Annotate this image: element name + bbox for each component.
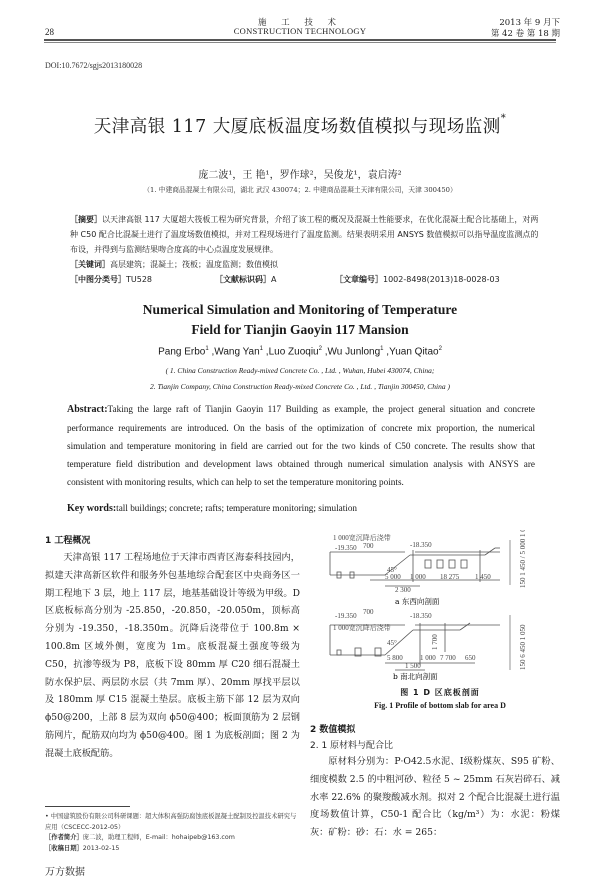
keywords-cn-label: ［关键词］ — [70, 260, 110, 269]
abstract-cn-label: ［摘要］ — [70, 215, 102, 224]
author-en: Wu Junlong — [327, 346, 381, 358]
author-note — [45, 833, 300, 844]
fig-b-elev-left: -19.350 — [335, 612, 357, 620]
header-rule — [44, 39, 556, 41]
keywords-cn-text: 高层建筑；混凝土；筏板；温度监测；数值模拟 — [110, 260, 278, 269]
affiliation-en-1: ( 1. China Construction Ready-mixed Concrete Co. , Ltd. , Wuhan, Hubei 430074, China; — [165, 366, 435, 375]
fig-b-side-dims: 150 6 450 1 050 — [519, 624, 527, 670]
article-no-label: ［文章编号］ — [335, 275, 383, 284]
figure-1-drawing — [325, 530, 570, 680]
fig-a-angle: 45° — [387, 566, 397, 574]
author-note-text: 庞二波，助理工程师，E-mail：hohaipeb@163.com — [82, 834, 235, 841]
fig-b-elev-right: -18.350 — [410, 612, 432, 620]
title-cn-text: 天津高银 117 大厦底板温度场数值模拟与现场监测 — [93, 117, 501, 137]
section-2-heading: 2 数值模拟 — [310, 725, 356, 735]
fig-b-dim-1: 5 800 — [387, 654, 403, 662]
affiliations-cn: （1. 中建商品混凝土有限公司，湖北 武汉 430074；2. 中建商品混凝土天津有限公司，天津 300450） — [143, 186, 457, 194]
section-1-heading: 1 工程概况 — [45, 536, 91, 546]
keywords-en-label: Key words: — [67, 503, 117, 514]
authors-en: Pang Erbo$^1$ ,Wang Yan$^1$ ,Luo Zuoqiu$^2$ ,Wu Junlong$^1$ ,Yuan Qitao$^2$ — [158, 346, 442, 358]
title-footnote-mark: * — [500, 113, 507, 124]
figure-1-caption-en: Fig. 1 Profile of bottom slab for area D — [374, 701, 506, 710]
author-en: Yuan Qitao — [389, 346, 439, 358]
fig-b-angle: 45° — [387, 639, 397, 647]
title-cn — [0, 113, 600, 138]
journal-title-cn: 施 工 技 术 — [257, 18, 343, 28]
section-2-paragraph: 原材料分别为：P·O42.5水泥、Ⅰ级粉煤灰、S95 矿粉、细度模数 2.5 的中粗河砂、粒径 5 ~ 25mm 石灰岩碎石、减水率 22.6% 的聚羧酸减水剂。拟对 2 个配合比混凝土进行温度场数值计算，C50-1 配合比（kg/m³）为：水泥：粉煤灰：矿粉：砂：石：水 = 265： — [310, 756, 560, 839]
abstract-en-label: Abstract: — [67, 404, 108, 415]
fig-a-dim-4: 1 450 — [475, 573, 491, 581]
author-sup: 2 — [438, 346, 442, 352]
fig-a-dim-sub: 2 300 — [395, 586, 411, 594]
abstract-cn-text: 以天津高银 117 大厦超大筏板工程为研究背景，介绍了该工程的概况及混凝土性能要求，在优化混凝土配合比基础上，对两种 C50 配合比混凝土进行了温度场数值模拟，并对工程现场进行了温度监测。结果表明采用 ANSYS 数值模拟可以指导温度监测点的布设，并得到与监测结果吻合度高的中心点温度发展规律。 — [70, 215, 539, 254]
keywords-en-text: tall buildings; concrete; rafts; temperature monitoring; simulation — [116, 503, 358, 513]
title-en-line1: Numerical Simulation and Monitoring of Temperature — [142, 302, 458, 317]
fig-a-dim-3: 18 275 — [440, 573, 460, 581]
page-number: 28 — [45, 27, 54, 37]
keywords-cn — [70, 257, 540, 272]
doc-code-value: A — [271, 275, 277, 284]
doi: DOI:10.7672/sgjs2013180028 — [45, 61, 143, 70]
abstract-en — [67, 400, 535, 491]
fig-a-side-dims: 150 1 450 / 5 000 1 050 — [519, 530, 527, 588]
author-note-label: ［作者简介］ — [45, 834, 83, 841]
journal-title-en: CONSTRUCTION TECHNOLOGY — [233, 26, 367, 36]
article-no-value: 1002-8498(2013)18-0028-03 — [383, 275, 500, 284]
fig-a-dim-2: 1 000 — [410, 573, 426, 581]
doc-code-label: ［文献标识码］ — [215, 275, 271, 284]
fig-a-dim-700: 700 — [363, 542, 374, 550]
author-sup: 1 — [205, 346, 209, 352]
author-sup: 2 — [318, 346, 322, 352]
received-label: ［收稿日期］ — [45, 844, 83, 852]
abstract-en-text: Taking the large raft of Tianjin Gaoyin 117 Building as example, the project general situation and concrete performance requirements are introduced. On the basis of the optimization of concrete mix proportion, the numerical simulation and temperature monitoring in field are carried out for the two kinds of C50 concrete. The results show that temperature field distribution and development laws obtained through numerical simulation analysis with ANSYS are consistent with monitoring results, which can help to set the temperature monitoring points. — [67, 404, 535, 487]
keywords-en — [67, 503, 535, 514]
section-2 — [310, 722, 560, 842]
author-en: Pang Erbo — [158, 346, 206, 358]
clc-label: ［中图分类号］ — [70, 275, 126, 284]
header-rule-thin — [44, 42, 556, 43]
fig-b-vertical-dim: 1 700 — [431, 634, 439, 650]
fig-b-dim-700: 700 — [363, 608, 374, 616]
fig-a-label-top: 1 000宽沉降后浇带 — [333, 534, 391, 542]
fig-a-dim-1: 5 000 — [385, 573, 401, 581]
author-en: Wang Yan — [214, 346, 260, 358]
classification-row — [70, 272, 540, 287]
author-sup: 1 — [259, 346, 264, 352]
title-en-line2: Field for Tianjin Gaoyin 117 Mansion — [191, 322, 409, 337]
authors-cn: 庞二波¹，王 艳¹，罗作球²，吴俊龙¹，袁启涛² — [198, 170, 402, 181]
volume-issue: 第 42 卷 第 18 期 — [490, 29, 560, 39]
issue-date: 2013 年 9 月下 — [499, 18, 560, 28]
author-sup: 1 — [380, 346, 384, 352]
fig-a-caption: a 东西向剖面 — [395, 597, 440, 606]
fund-note: • 中国建筑股份有限公司科研课题：超大体积高强防腐蚀底板混凝土配制及控温技术研究与应用（CSCECC-2012-05） — [45, 813, 297, 831]
fig-a-elev-left: -19.350 — [335, 544, 357, 552]
fig-b-caption: b 南北向剖面 — [393, 672, 438, 680]
figure-1-caption-cn: 图 1 D 区底板剖面 — [400, 688, 480, 697]
clc-value: TU528 — [126, 275, 153, 284]
author-en: Luo Zuoqiu — [268, 346, 319, 358]
footnote-rule — [45, 806, 130, 807]
footnotes — [45, 812, 300, 854]
fig-b-dim-2: 1 000 — [420, 654, 436, 662]
section-1 — [45, 533, 300, 763]
abstract-cn-block — [70, 212, 540, 287]
fig-b-dim-3: 7 700 — [440, 654, 456, 662]
affiliations-en — [0, 363, 600, 395]
section-2-1-heading: 2. 1 原材料与配合比 — [310, 741, 394, 751]
fig-a-elev-right: -18.350 — [410, 541, 432, 549]
affiliation-en-2: 2. Tianjin Company, China Construction Ready-mixed Concrete Co. , Ltd. , Tianjin 300450, China ) — [150, 382, 450, 391]
title-en — [0, 300, 600, 340]
fig-b-dim-sub: 1 500 — [405, 662, 421, 670]
received-date: 2013-02-15 — [82, 844, 120, 852]
section-1-paragraph: 天津高银 117 工程场地位于天津市西青区海泰科技园内，拟建天津高新区软件和服务外包基地综合配套区中央商务区一期工程地下 3 层，地上 117 层，地基基础设计等级为甲级。D 区底板标高分别为 -25.850，-20.850，-20.050m，顶标高分别为 -19.350，-18.350m。沉降后浇带位于 100.8m × 100.8m 区域外侧，宽度为 1m。底板混凝土强度等级为 C50，抗渗等级为 P8，底板下设 80mm 厚 C20 细石混凝土防水保护层、两层防水层（共 7mm 厚）、20mm 厚找平层以及 180mm 厚 C15 混凝土垫层。底板主筋下部 12 层为双向 ϕ50@200，上部 8 层为双向 ϕ50@400；板面顶筋为 2 层钢筋网片，配筋双向均为 ϕ50@400。图 1 为底板剖面；图 2 为混凝土底板配筋。 — [45, 552, 300, 759]
fig-b-label: 1 000宽沉降后浇带 — [333, 624, 391, 632]
fig-b-dim-4: 650 — [465, 654, 476, 662]
watermark: 万方数据 — [45, 867, 85, 878]
abstract-cn — [70, 212, 540, 257]
received-note — [45, 844, 300, 855]
figure-1 — [325, 530, 570, 680]
